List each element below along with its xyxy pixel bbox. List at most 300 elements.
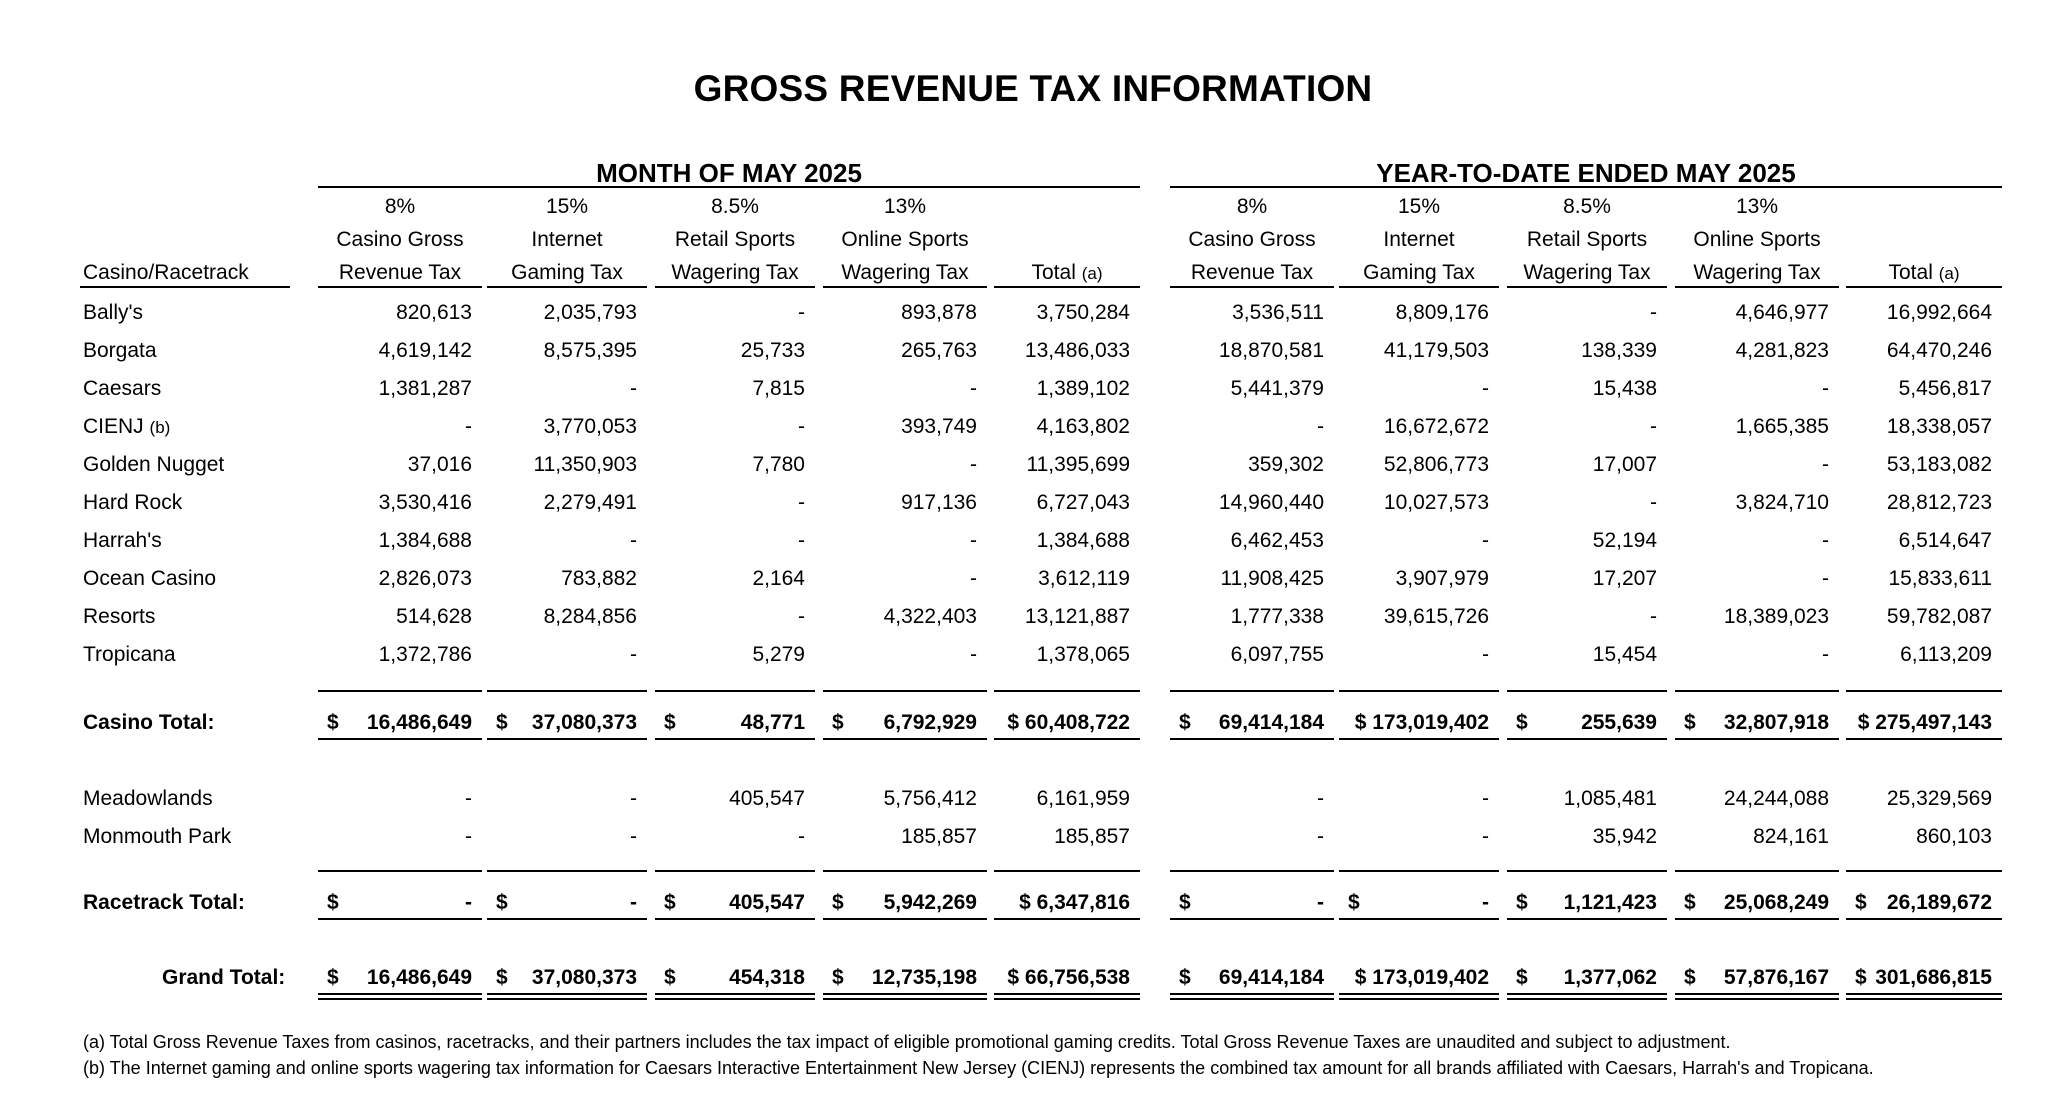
- casino-value-cell: 1,384,688: [378, 529, 472, 552]
- total-top-rule: [318, 690, 482, 692]
- column-header-line1-text: Retail Sports: [674, 228, 796, 251]
- dollar-sign: $: [327, 891, 339, 914]
- casino-name-text: Golden Nugget: [83, 453, 225, 476]
- total-value-cell: $ 173,019,402: [1354, 966, 1489, 989]
- dollar-sign: $: [664, 711, 676, 734]
- dollar-sign: $: [327, 711, 339, 734]
- racetrack-value-cell: 24,244,088: [1723, 787, 1829, 810]
- total-bottom-rule: [318, 993, 482, 995]
- racetrack-value-cell: 5,756,412: [883, 787, 977, 810]
- casino-value-cell: 514,628: [396, 605, 472, 628]
- total-footnote-marker: (a): [1938, 264, 1960, 283]
- casino-name: [83, 642, 176, 668]
- column-header-line2: [823, 260, 987, 286]
- total-bottom-rule: [1675, 993, 1839, 995]
- total-value-cell: 6,792,929: [883, 711, 977, 734]
- column-header-line1-text: Online Sports: [841, 228, 969, 251]
- column-header-line2: [655, 260, 815, 286]
- total-bottom-rule: [655, 738, 815, 740]
- casino-name-text: CIENJ: [83, 415, 144, 438]
- column-header-rate: [1170, 194, 1334, 220]
- racetrack-value-cell: -: [1482, 787, 1489, 810]
- casino-value-cell: 1,378,065: [1036, 643, 1130, 666]
- casino-value-cell: 11,395,699: [1026, 453, 1130, 476]
- racetrack-value-cell: 185,857: [901, 825, 977, 848]
- total-value-cell: -: [465, 891, 472, 914]
- total-top-rule: [655, 870, 815, 872]
- casino-value-cell: -: [1822, 529, 1829, 552]
- dollar-sign: $: [496, 891, 508, 914]
- total-value-cell: 37,080,373: [531, 711, 637, 734]
- racetrack-value-cell: -: [630, 787, 637, 810]
- total-double-rule: [823, 998, 987, 1000]
- casino-value-cell: 7,815: [752, 377, 805, 400]
- dollar-sign: $: [832, 966, 844, 989]
- total-double-rule: [487, 998, 647, 1000]
- row-label-header-rule: [80, 286, 290, 288]
- column-header-line1: [1507, 227, 1667, 253]
- total-top-rule: [1170, 870, 1334, 872]
- casino-value-cell: -: [1317, 415, 1324, 438]
- column-header-rate: [487, 194, 647, 220]
- dollar-sign: $: [1684, 891, 1696, 914]
- casino-value-cell: -: [465, 415, 472, 438]
- ytd-group-header: YEAR-TO-DATE ENDED MAY 2025: [1376, 158, 1796, 188]
- total-bottom-rule: [318, 738, 482, 740]
- total-value-cell: $ 173,019,402: [1354, 711, 1489, 734]
- column-header-rule: [655, 286, 815, 288]
- column-header-line2: [1339, 260, 1499, 286]
- column-header-line1-text: Casino Gross: [1188, 228, 1316, 251]
- column-header-line2: [1675, 260, 1839, 286]
- total-bottom-rule: [1507, 918, 1667, 920]
- total-bottom-rule: [1507, 993, 1667, 995]
- dollar-sign: $: [1179, 891, 1191, 914]
- column-header-rate: [823, 194, 987, 220]
- casino-value-cell: 893,878: [901, 301, 977, 324]
- column-header-line2: [318, 260, 482, 286]
- casino-value-cell: 3,612,119: [1038, 567, 1130, 590]
- column-header-line2-text: Gaming Tax: [511, 261, 623, 284]
- casino-value-cell: -: [1822, 377, 1829, 400]
- dollar-sign: $: [1348, 891, 1360, 914]
- casino-footnote-marker: (b): [149, 418, 171, 437]
- casino-name-text: Tropicana: [83, 643, 176, 666]
- column-header-rule: [1675, 286, 1839, 288]
- total-bottom-rule: [655, 918, 815, 920]
- racetrack-value-cell: -: [1317, 787, 1324, 810]
- racetrack-value-cell: -: [630, 825, 637, 848]
- total-value-cell: 16,486,649: [366, 711, 472, 734]
- total-bottom-rule: [1170, 993, 1334, 995]
- column-header-line2-text: Wagering Tax: [841, 261, 969, 284]
- column-header-line2-text: Revenue Tax: [338, 261, 462, 284]
- total-double-rule: [318, 998, 482, 1000]
- casino-value-cell: 16,672,672: [1383, 415, 1489, 438]
- total-top-rule: [655, 690, 815, 692]
- column-header-line2-text: Total: [1031, 261, 1076, 284]
- total-bottom-rule: [1170, 918, 1334, 920]
- dollar-sign: $: [1516, 891, 1528, 914]
- total-bottom-rule: [1170, 738, 1334, 740]
- column-header-rule: [318, 286, 482, 288]
- total-bottom-rule: [994, 993, 1140, 995]
- racetrack-value-cell: 25,329,569: [1886, 787, 1992, 810]
- casino-value-cell: -: [970, 643, 977, 666]
- total-top-rule: [318, 870, 482, 872]
- total-value-cell: $ 6,347,816: [1019, 891, 1130, 914]
- casino-value-cell: 3,750,284: [1036, 301, 1130, 324]
- total-top-rule: [1507, 870, 1667, 872]
- casino-value-cell: 11,350,903: [533, 453, 637, 476]
- total-double-rule: [1675, 998, 1839, 1000]
- dollar-sign: $: [1516, 711, 1528, 734]
- racetrack-value-cell: 6,161,959: [1036, 787, 1130, 810]
- casino-value-cell: 15,833,611: [1888, 567, 1992, 590]
- casino-value-cell: 6,113,209: [1900, 643, 1992, 666]
- column-header-line1-text: Internet: [1383, 228, 1455, 251]
- total-bottom-rule: [487, 993, 647, 995]
- casino-value-cell: 1,372,786: [378, 643, 472, 666]
- total-bottom-rule: [487, 918, 647, 920]
- racetrack-value-cell: 824,161: [1753, 825, 1829, 848]
- column-header-line2: [1507, 260, 1667, 286]
- casino-value-cell: 6,097,755: [1230, 643, 1324, 666]
- column-header-line2: [994, 260, 1140, 287]
- column-header-rate-text: 13%: [883, 195, 927, 218]
- casino-value-cell: -: [1822, 567, 1829, 590]
- total-top-rule: [1846, 870, 2002, 872]
- column-header-rate-text: 15%: [545, 195, 589, 218]
- casino-value-cell: 3,824,710: [1735, 491, 1829, 514]
- dollar-sign: $: [664, 891, 676, 914]
- casino-name: [83, 604, 155, 630]
- casino-name-text: Bally's: [83, 301, 144, 324]
- casino-total-label: Casino Total:: [83, 711, 215, 734]
- column-header-line1-text: Retail Sports: [1526, 228, 1648, 251]
- total-top-rule: [487, 690, 647, 692]
- total-value-cell: 454,318: [729, 966, 805, 989]
- month-group-rule: [318, 186, 1140, 188]
- total-bottom-rule: [1339, 918, 1499, 920]
- dollar-sign: $: [664, 966, 676, 989]
- total-top-rule: [823, 870, 987, 872]
- dollar-sign: $: [832, 711, 844, 734]
- grand-total-label: Grand Total:: [162, 966, 286, 989]
- column-header-rate-text: 8%: [1236, 195, 1268, 218]
- casino-value-cell: 4,646,977: [1735, 301, 1829, 324]
- casino-value-cell: 11,908,425: [1220, 567, 1324, 590]
- casino-value-cell: 783,882: [561, 567, 637, 590]
- total-bottom-rule: [318, 918, 482, 920]
- casino-name: [83, 414, 170, 441]
- casino-value-cell: 6,462,453: [1230, 529, 1324, 552]
- total-value-cell: $ 275,497,143: [1857, 711, 1992, 734]
- casino-value-cell: 3,536,511: [1232, 301, 1324, 324]
- casino-value-cell: 3,770,053: [543, 415, 637, 438]
- total-top-rule: [487, 870, 647, 872]
- casino-value-cell: 37,016: [407, 453, 472, 476]
- total-top-rule: [1170, 690, 1334, 692]
- casino-name: [83, 528, 162, 554]
- casino-value-cell: 13,486,033: [1024, 339, 1130, 362]
- column-header-line1: [655, 227, 815, 253]
- total-double-rule: [1170, 998, 1334, 1000]
- column-header-rule: [1339, 286, 1499, 288]
- column-header-rate-text: 8%: [384, 195, 416, 218]
- casino-value-cell: 52,806,773: [1383, 453, 1489, 476]
- column-header-rule: [1507, 286, 1667, 288]
- total-bottom-rule: [994, 738, 1140, 740]
- casino-value-cell: 7,780: [752, 453, 805, 476]
- total-bottom-rule: [1675, 918, 1839, 920]
- casino-value-cell: -: [1482, 643, 1489, 666]
- total-top-rule: [994, 870, 1140, 872]
- dollar-sign: $: [832, 891, 844, 914]
- row-label-header: Casino/Racetrack: [83, 261, 249, 284]
- casino-name-text: Harrah's: [83, 529, 162, 552]
- casino-value-cell: 64,470,246: [1886, 339, 1992, 362]
- column-header-line1: [823, 227, 987, 253]
- casino-value-cell: 41,179,503: [1383, 339, 1489, 362]
- total-bottom-rule: [1507, 738, 1667, 740]
- total-double-rule: [994, 998, 1140, 1000]
- casino-value-cell: 52,194: [1592, 529, 1657, 552]
- column-header-line1-text: Internet: [531, 228, 603, 251]
- dollar-sign: $: [1179, 966, 1191, 989]
- dollar-sign: $: [496, 711, 508, 734]
- column-header-line2: [1170, 260, 1334, 286]
- column-header-rate: [655, 194, 815, 220]
- column-header-rule: [994, 286, 1140, 288]
- casino-value-cell: -: [798, 529, 805, 552]
- total-bottom-rule: [487, 738, 647, 740]
- casino-value-cell: 393,749: [901, 415, 977, 438]
- page-title: GROSS REVENUE TAX INFORMATION: [693, 68, 1373, 109]
- total-value-cell: 26,189,672: [1886, 891, 1992, 914]
- casino-value-cell: 2,279,491: [543, 491, 637, 514]
- racetrack-name: Monmouth Park: [83, 825, 232, 848]
- casino-value-cell: -: [1482, 529, 1489, 552]
- total-double-rule: [1846, 998, 2002, 1000]
- casino-value-cell: 265,763: [901, 339, 977, 362]
- casino-value-cell: 1,381,287: [378, 377, 472, 400]
- total-bottom-rule: [994, 918, 1140, 920]
- casino-value-cell: -: [970, 529, 977, 552]
- total-value-cell: 69,414,184: [1218, 711, 1324, 734]
- dollar-sign: $: [496, 966, 508, 989]
- casino-value-cell: 4,281,823: [1735, 339, 1829, 362]
- casino-value-cell: -: [970, 567, 977, 590]
- column-header-rule: [823, 286, 987, 288]
- casino-value-cell: 25,733: [740, 339, 805, 362]
- footnote-a: (a) Total Gross Revenue Taxes from casinos, racetracks, and their partners includes the tax impact of eligible promotional gaming credits. Total Gross Revenue Taxes are unaudited and subject to adjustment.: [83, 1032, 1731, 1052]
- total-value-cell: 48,771: [740, 711, 805, 734]
- column-header-line1: [1339, 227, 1499, 253]
- casino-value-cell: 2,035,793: [543, 301, 637, 324]
- column-header-line2-text: Wagering Tax: [1693, 261, 1821, 284]
- casino-value-cell: 10,027,573: [1383, 491, 1489, 514]
- column-header-rate: [318, 194, 482, 220]
- dollar-sign: $: [1516, 966, 1528, 989]
- casino-name: [83, 566, 216, 592]
- total-value-cell: 1,121,423: [1563, 891, 1657, 914]
- casino-value-cell: -: [798, 605, 805, 628]
- casino-name-text: Hard Rock: [83, 491, 183, 514]
- total-top-rule: [1675, 690, 1839, 692]
- casino-value-cell: 3,530,416: [378, 491, 472, 514]
- dollar-sign: $: [1684, 711, 1696, 734]
- column-header-rate: [1507, 194, 1667, 220]
- total-value-cell: 12,735,198: [871, 966, 977, 989]
- casino-value-cell: 17,207: [1592, 567, 1657, 590]
- total-value-cell: 5,942,269: [883, 891, 977, 914]
- racetrack-value-cell: 35,942: [1592, 825, 1657, 848]
- total-bottom-rule: [1339, 993, 1499, 995]
- total-top-rule: [1339, 870, 1499, 872]
- total-bottom-rule: [1846, 993, 2002, 995]
- casino-value-cell: 5,441,379: [1230, 377, 1324, 400]
- racetrack-value-cell: 1,085,481: [1563, 787, 1657, 810]
- casino-value-cell: 917,136: [901, 491, 977, 514]
- total-bottom-rule: [823, 918, 987, 920]
- dollar-sign: $: [1684, 966, 1696, 989]
- total-bottom-rule: [655, 993, 815, 995]
- casino-value-cell: 8,809,176: [1395, 301, 1489, 324]
- column-header-rate-text: 8.5%: [711, 195, 759, 218]
- total-value-cell: 16,486,649: [366, 966, 472, 989]
- casino-value-cell: -: [970, 377, 977, 400]
- column-header-line1-text: Online Sports: [1693, 228, 1821, 251]
- casino-value-cell: 18,338,057: [1886, 415, 1992, 438]
- total-top-rule: [1507, 690, 1667, 692]
- dollar-sign: $: [1179, 711, 1191, 734]
- column-header-line1: [1675, 227, 1839, 253]
- casino-value-cell: 3,907,979: [1395, 567, 1489, 590]
- casino-value-cell: 28,812,723: [1886, 491, 1992, 514]
- casino-value-cell: 8,284,856: [543, 605, 637, 628]
- casino-value-cell: 59,782,087: [1886, 605, 1992, 628]
- column-header-rate: [1339, 194, 1499, 220]
- racetrack-value-cell: -: [1317, 825, 1324, 848]
- column-header-line2-text: Revenue Tax: [1190, 261, 1314, 284]
- total-value-cell: $ 60,408,722: [1007, 711, 1130, 734]
- column-header-rule: [1170, 286, 1334, 288]
- casino-value-cell: 1,777,338: [1230, 605, 1324, 628]
- column-header-line1: [318, 227, 482, 253]
- total-value-cell: 301,686,815: [1875, 966, 1992, 989]
- casino-value-cell: 5,456,817: [1898, 377, 1992, 400]
- total-double-rule: [1507, 998, 1667, 1000]
- casino-value-cell: 14,960,440: [1218, 491, 1324, 514]
- casino-value-cell: -: [630, 529, 637, 552]
- casino-value-cell: -: [1650, 415, 1657, 438]
- casino-value-cell: -: [798, 415, 805, 438]
- total-top-rule: [994, 690, 1140, 692]
- racetrack-value-cell: -: [465, 787, 472, 810]
- casino-value-cell: -: [1482, 377, 1489, 400]
- casino-value-cell: 359,302: [1248, 453, 1324, 476]
- total-double-rule: [655, 998, 815, 1000]
- casino-value-cell: -: [1650, 301, 1657, 324]
- casino-value-cell: 13,121,887: [1024, 605, 1130, 628]
- column-header-rate: [1675, 194, 1839, 220]
- column-header-line2-text: Total: [1888, 261, 1933, 284]
- total-value-cell: 1,377,062: [1563, 966, 1657, 989]
- total-value-cell: -: [1482, 891, 1489, 914]
- casino-value-cell: 18,870,581: [1218, 339, 1324, 362]
- casino-name-text: Ocean Casino: [83, 567, 217, 590]
- casino-value-cell: 5,279: [752, 643, 805, 666]
- dollar-sign: $: [1855, 966, 1867, 989]
- total-bottom-rule: [1846, 738, 2002, 740]
- casino-value-cell: 2,826,073: [378, 567, 472, 590]
- total-value-cell: -: [630, 891, 637, 914]
- casino-value-cell: -: [630, 377, 637, 400]
- total-bottom-rule: [823, 993, 987, 995]
- casino-value-cell: 6,514,647: [1898, 529, 1992, 552]
- casino-value-cell: 4,322,403: [883, 605, 977, 628]
- ytd-group-rule: [1170, 186, 2002, 188]
- casino-name: [83, 338, 157, 364]
- total-value-cell: -: [1317, 891, 1324, 914]
- casino-value-cell: -: [970, 453, 977, 476]
- casino-name: [83, 452, 224, 478]
- column-header-line2-text: Gaming Tax: [1363, 261, 1475, 284]
- column-header-line1-text: Casino Gross: [336, 228, 464, 251]
- racetrack-value-cell: 405,547: [729, 787, 805, 810]
- total-top-rule: [1846, 690, 2002, 692]
- casino-value-cell: -: [630, 643, 637, 666]
- total-top-rule: [1339, 690, 1499, 692]
- total-bottom-rule: [1675, 738, 1839, 740]
- total-value-cell: 405,547: [729, 891, 805, 914]
- casino-value-cell: 4,163,802: [1036, 415, 1130, 438]
- casino-value-cell: 16,992,664: [1886, 301, 1992, 324]
- casino-value-cell: 18,389,023: [1723, 605, 1829, 628]
- casino-value-cell: 8,575,395: [543, 339, 637, 362]
- casino-value-cell: 820,613: [396, 301, 472, 324]
- total-value-cell: $ 66,756,538: [1007, 966, 1130, 989]
- column-header-rule: [1846, 286, 2002, 288]
- column-header-line2: [487, 260, 647, 286]
- casino-value-cell: 15,438: [1592, 377, 1657, 400]
- casino-value-cell: -: [1650, 605, 1657, 628]
- dollar-sign: $: [1855, 891, 1867, 914]
- total-footnote-marker: (a): [1081, 264, 1103, 283]
- column-header-rule: [487, 286, 647, 288]
- column-header-rate-text: 13%: [1735, 195, 1779, 218]
- racetrack-value-cell: -: [798, 825, 805, 848]
- casino-name-text: Borgata: [83, 339, 157, 362]
- column-header-line2-text: Wagering Tax: [671, 261, 799, 284]
- column-header-line1: [487, 227, 647, 253]
- casino-value-cell: 6,727,043: [1036, 491, 1130, 514]
- racetrack-value-cell: 185,857: [1054, 825, 1130, 848]
- total-bottom-rule: [1339, 738, 1499, 740]
- total-bottom-rule: [823, 738, 987, 740]
- casino-value-cell: 4,619,142: [378, 339, 472, 362]
- total-value-cell: 255,639: [1581, 711, 1657, 734]
- total-value-cell: 37,080,373: [531, 966, 637, 989]
- casino-value-cell: -: [1822, 453, 1829, 476]
- racetrack-value-cell: -: [465, 825, 472, 848]
- casino-value-cell: 1,384,688: [1036, 529, 1130, 552]
- total-double-rule: [1339, 998, 1499, 1000]
- total-bottom-rule: [1846, 918, 2002, 920]
- casino-name: [83, 300, 143, 326]
- casino-value-cell: 53,183,082: [1886, 453, 1992, 476]
